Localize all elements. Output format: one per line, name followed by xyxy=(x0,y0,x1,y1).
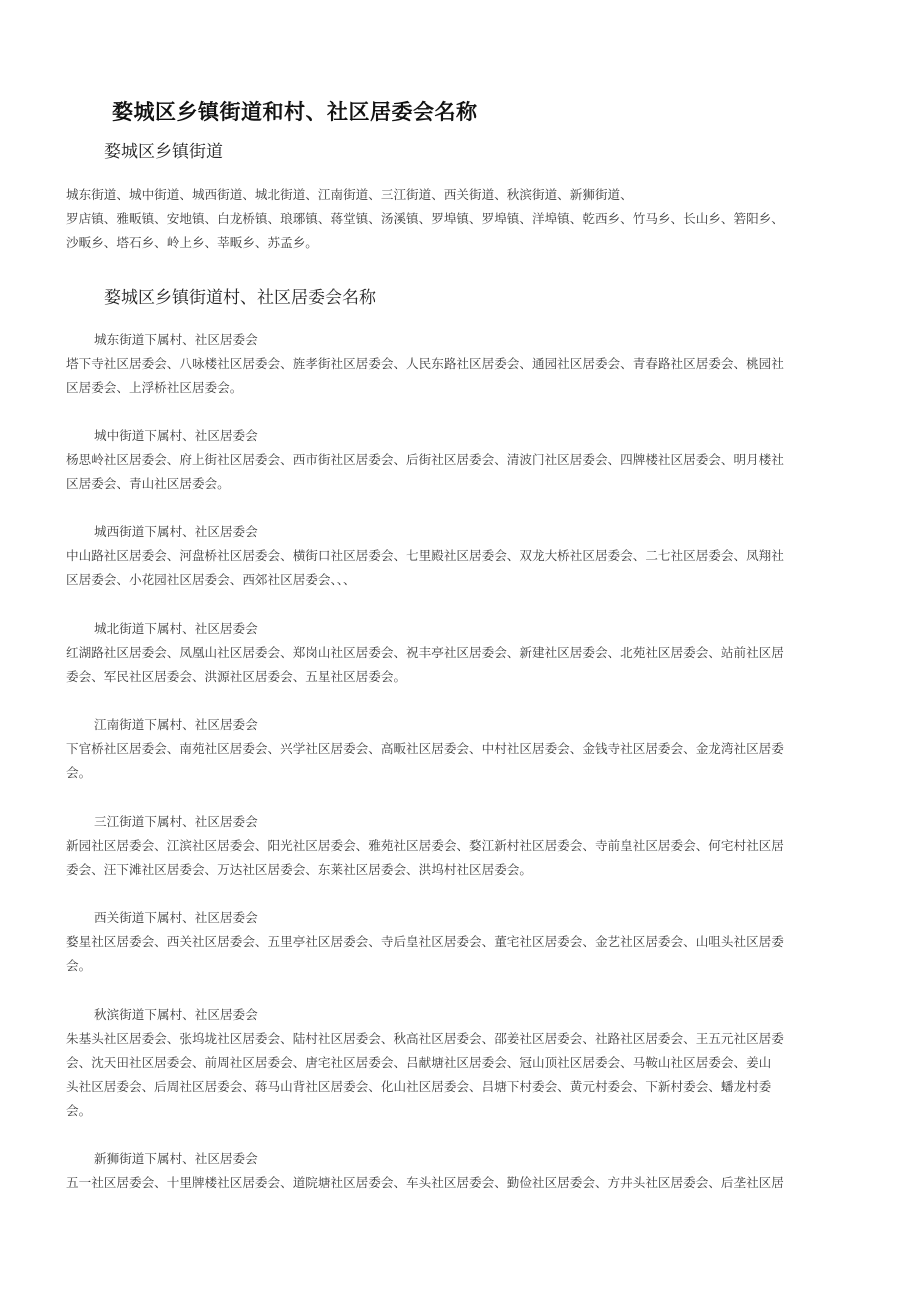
section-line: 区居委会、上浮桥社区居委会。 xyxy=(66,380,243,395)
section-body xyxy=(66,352,858,400)
towns-line: 罗店镇、雅畈镇、安地镇、白龙桥镇、琅琊镇、蒋堂镇、汤溪镇、罗埠镇、罗埠镇、洋埠镇、乾西乡、竹马乡、长山乡、箬阳乡、 xyxy=(66,211,784,226)
section-heading: 秋滨街道下属村、社区居委会 xyxy=(94,1007,258,1022)
towns-paragraph xyxy=(66,183,858,255)
section-heading: 三江街道下属村、社区居委会 xyxy=(94,814,258,829)
section-line: 会。 xyxy=(66,1103,92,1118)
section-line: 红湖路社区居委会、凤凰山社区居委会、郑岗山社区居委会、祝丰亭社区居委会、新建社区居委会、北苑社区居委会、站前社区居 xyxy=(66,645,784,660)
section-heading: 城北街道下属村、社区居委会 xyxy=(94,621,258,636)
section-line: 塔下寺社区居委会、八咏楼社区居委会、旌孝街社区居委会、人民东路社区居委会、通园社区居委会、青春路社区居委会、桃园社 xyxy=(66,356,784,371)
section-body xyxy=(66,448,858,496)
subtitle-villages: 婺城区乡镇街道村、社区居委会名称 xyxy=(104,288,376,308)
section-line: 婺星社区居委会、西关社区居委会、五里亭社区居委会、寺后皇社区居委会、董宅社区居委会、金艺社区居委会、山咀头社区居委 xyxy=(66,934,784,949)
towns-line: 沙畈乡、塔石乡、岭上乡、莘畈乡、苏孟乡。 xyxy=(66,235,318,250)
subtitle-towns: 婺城区乡镇街道 xyxy=(104,142,223,162)
section-line: 委会、汪下滩社区居委会、万达社区居委会、东莱社区居委会、洪坞村社区居委会。 xyxy=(66,862,532,877)
section-body xyxy=(66,834,858,882)
section-body xyxy=(66,641,858,689)
document-title: 婺城区乡镇街道和村、社区居委会名称 xyxy=(112,100,478,124)
section-heading: 城西街道下属村、社区居委会 xyxy=(94,524,258,539)
section-heading: 西关街道下属村、社区居委会 xyxy=(94,910,258,925)
section-line: 五一社区居委会、十里牌楼社区居委会、道院塘社区居委会、车头社区居委会、勤俭社区居委会、方井头社区居委会、后垄社区居 xyxy=(66,1175,784,1190)
section-heading: 城东街道下属村、社区居委会 xyxy=(94,332,258,347)
section-line: 下官桥社区居委会、南苑社区居委会、兴学社区居委会、高畈社区居委会、中村社区居委会、金钱寺社区居委会、金龙湾社区居委 xyxy=(66,741,784,756)
section-line: 区居委会、小花园社区居委会、西郊社区居委会、、、 xyxy=(66,572,356,587)
section-line: 区居委会、青山社区居委会。 xyxy=(66,476,230,491)
section-body xyxy=(66,1171,858,1195)
section-line: 朱基头社区居委会、张坞垅社区居委会、陆村社区居委会、秋高社区居委会、邵姜社区居委会、社路社区居委会、王五元社区居委 xyxy=(66,1031,784,1046)
section-line: 会。 xyxy=(66,958,92,973)
section-heading: 江南街道下属村、社区居委会 xyxy=(94,717,258,732)
section-line: 新园社区居委会、江滨社区居委会、阳光社区居委会、雅苑社区居委会、婺江新村社区居委会、寺前皇社区居委会、何宅村社区居 xyxy=(66,838,784,853)
section-line: 头社区居委会、后周社区居委会、蒋马山背社区居委会、化山社区居委会、吕塘下村委会、黄元村委会、下新村委会、蟠龙村委 xyxy=(66,1079,772,1094)
section-body xyxy=(66,930,858,978)
section-line: 会。 xyxy=(66,765,92,780)
section-heading: 新狮街道下属村、社区居委会 xyxy=(94,1151,258,1166)
section-heading: 城中街道下属村、社区居委会 xyxy=(94,428,258,443)
section-body xyxy=(66,1027,858,1123)
section-body xyxy=(66,544,858,592)
section-line: 会、沈天田社区居委会、前周社区居委会、唐宅社区居委会、吕献塘社区居委会、冠山顶社区居委会、马鞍山社区居委会、姜山 xyxy=(66,1055,772,1070)
section-line: 中山路社区居委会、河盘桥社区居委会、横街口社区居委会、七里殿社区居委会、双龙大桥社区居委会、二七社区居委会、凤翔社 xyxy=(66,548,784,563)
section-line: 杨思岭社区居委会、府上街社区居委会、西市街社区居委会、后街社区居委会、清波门社区居委会、四牌楼社区居委会、明月楼社 xyxy=(66,452,784,467)
section-line: 委会、军民社区居委会、洪源社区居委会、五星社区居委会。 xyxy=(66,669,407,684)
section-body xyxy=(66,737,858,785)
towns-line: 城东街道、城中街道、城西街道、城北街道、江南街道、三江街道、西关街道、秋滨街道、新狮街道、 xyxy=(66,187,633,202)
